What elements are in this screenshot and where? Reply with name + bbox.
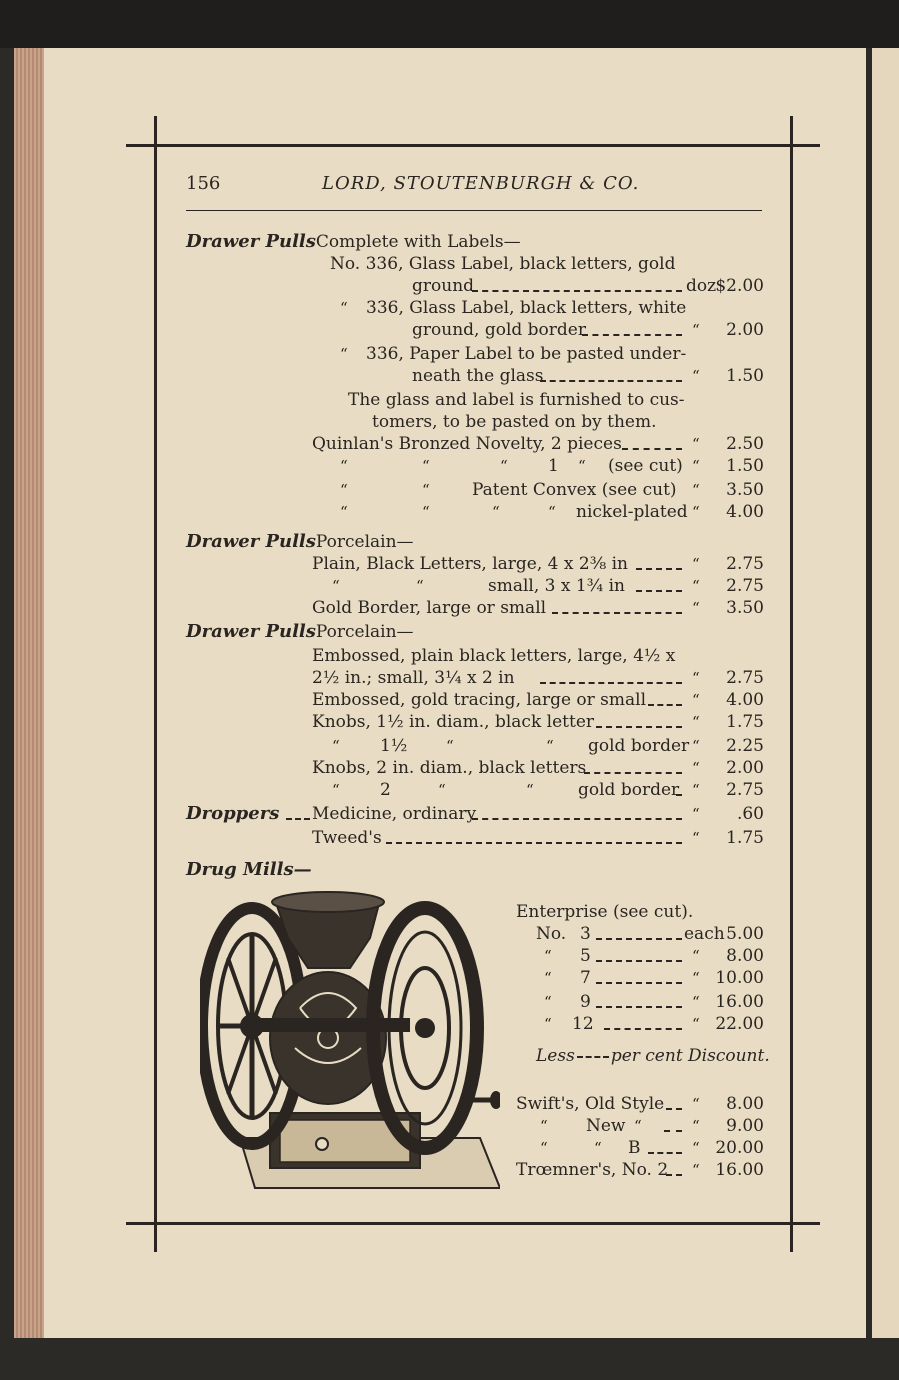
item-text: small, 3 x 1¾ in (488, 576, 625, 596)
price: 1.50 (726, 366, 764, 386)
price: .60 (736, 804, 764, 824)
leader-dots (622, 448, 682, 450)
item-text: 1 (548, 456, 559, 476)
ditto-mark: “ (692, 1117, 700, 1135)
leader-dots (666, 1108, 682, 1110)
enterprise-title: Enterprise (see cut). (516, 902, 694, 922)
item-text: Knobs, 1½ in. diam., black letter (312, 712, 595, 732)
hopper-body (260, 892, 410, 1104)
leader-dots (648, 704, 682, 706)
item-text: (see cut) (608, 456, 683, 476)
ditto-mark: “ (692, 1161, 700, 1179)
ditto-mark: “ (540, 1117, 548, 1135)
book-top-edge (0, 0, 899, 48)
unit-text: doz (686, 276, 717, 296)
ditto-mark: “ (548, 503, 556, 521)
ditto-mark: “ (422, 457, 430, 475)
price: 3.50 (726, 480, 764, 500)
row-number: 12 (572, 1014, 594, 1034)
ditto-mark: “ (526, 781, 534, 799)
item-text: 336, Glass Label, black letters, white (366, 298, 687, 318)
item-text: No. 336, Glass Label, black letters, gold (330, 254, 676, 274)
ditto-mark: “ (692, 969, 700, 987)
price: 2.75 (726, 668, 764, 688)
ditto-mark: “ (594, 1139, 602, 1157)
price: 4.00 (726, 502, 764, 522)
ditto-mark: “ (692, 321, 700, 339)
item-text: gold border (578, 780, 680, 800)
row-number: 9 (580, 992, 591, 1012)
ditto-mark: “ (692, 1095, 700, 1113)
ditto-mark: “ (340, 457, 348, 475)
ditto-mark: “ (692, 435, 700, 453)
item-text: New (586, 1116, 626, 1136)
ditto-mark: “ (544, 993, 552, 1011)
note-text: The glass and label is furnished to cus- (348, 390, 685, 410)
border-right (790, 116, 793, 1252)
leader-dots (582, 334, 682, 336)
price: 4.00 (726, 690, 764, 710)
price: 2.75 (726, 554, 764, 574)
leader-dots (604, 1028, 682, 1030)
ditto-mark: “ (332, 781, 340, 799)
ditto-mark: “ (544, 969, 552, 987)
price: 2.75 (726, 576, 764, 596)
price: 2.50 (726, 434, 764, 454)
ditto-mark: “ (692, 691, 700, 709)
row-number: 7 (580, 968, 591, 988)
ditto-mark: “ (416, 577, 424, 595)
price: 8.00 (726, 946, 764, 966)
leader-dots (596, 1006, 682, 1008)
ditto-mark: “ (422, 503, 430, 521)
ditto-mark: “ (438, 781, 446, 799)
price: 1.50 (726, 456, 764, 476)
next-page-strip (872, 48, 899, 1338)
ditto-mark: “ (692, 367, 700, 385)
price: 9.00 (726, 1116, 764, 1136)
price: 20.00 (715, 1138, 764, 1158)
price: 3.50 (726, 598, 764, 618)
ditto-mark: “ (500, 457, 508, 475)
item-text: Embossed, plain black letters, large, 4½ x (312, 646, 676, 666)
leader-dots (636, 590, 682, 592)
ditto-mark: “ (692, 1139, 700, 1157)
ditto-mark: “ (692, 457, 700, 475)
drug-mill-illustration (200, 888, 500, 1196)
price: 5.00 (726, 924, 764, 944)
row-number: 5 (580, 946, 591, 966)
item-text: nickel-plated (576, 502, 688, 522)
item-text: Knobs, 2 in. diam., black letters (312, 758, 587, 778)
item-text: Plain, Black Letters, large, 4 x 2⅜ in (312, 554, 628, 574)
item-text: B (628, 1138, 641, 1158)
ditto-mark: “ (692, 1015, 700, 1033)
ditto-mark: “ (578, 457, 586, 475)
price: 10.00 (715, 968, 764, 988)
price: 1.75 (726, 828, 764, 848)
border-top (126, 144, 820, 147)
ditto-mark: “ (634, 1117, 642, 1135)
ditto-mark: “ (340, 503, 348, 521)
price: 2.75 (726, 780, 764, 800)
ditto-mark: “ (692, 993, 700, 1011)
price: 8.00 (726, 1094, 764, 1114)
leader-dots (666, 1174, 682, 1176)
ditto-mark: “ (692, 713, 700, 731)
item-text: neath the glass (412, 366, 544, 386)
ditto-mark: “ (692, 503, 700, 521)
ditto-mark: “ (492, 503, 500, 521)
leader-dots (636, 568, 682, 570)
ditto-mark: “ (544, 1015, 552, 1033)
ditto-mark: “ (692, 577, 700, 595)
page-edges (14, 48, 44, 1338)
item-text: 1½ (380, 736, 408, 756)
item-text: Tweed's (312, 828, 382, 848)
item-text: Trœmner's, No. 2 (516, 1160, 669, 1180)
item-text: ground, gold border (412, 320, 586, 340)
item-text: 2 (380, 780, 391, 800)
ditto-mark: “ (692, 737, 700, 755)
price: $2.00 (715, 276, 764, 296)
ditto-mark: “ (340, 345, 348, 363)
item-text: Patent Convex (see cut) (472, 480, 677, 500)
leader-dots (386, 842, 682, 844)
item-text: Embossed, gold tracing, large or small (312, 690, 647, 710)
ditto-mark: “ (446, 737, 454, 755)
row-number: 3 (580, 924, 591, 944)
ditto-mark: “ (332, 737, 340, 755)
ditto-mark: “ (422, 481, 430, 499)
ditto-mark: “ (332, 577, 340, 595)
ditto-mark: “ (540, 1139, 548, 1157)
item-text: Medicine, ordinary (312, 804, 477, 824)
item-text: gold border (588, 736, 690, 756)
item-text: 2½ in.; small, 3¼ x 2 in (312, 668, 515, 688)
row-unit: each (684, 924, 725, 944)
price: 22.00 (715, 1014, 764, 1034)
leader-dots (540, 682, 682, 684)
leader-dots (596, 960, 682, 962)
item-text: Swift's, Old Style (516, 1094, 665, 1114)
item-text: Gold Border, large or small (312, 598, 547, 618)
section-heading: Drawer PullsComplete with Labels— (186, 231, 521, 252)
ditto-mark: “ (692, 805, 700, 823)
ditto-mark: “ (546, 737, 554, 755)
ditto-mark: “ (692, 669, 700, 687)
header-rule (186, 210, 762, 211)
section-heading: Drawer PullsPorcelain— (186, 621, 414, 642)
ditto-mark: “ (692, 481, 700, 499)
section-heading: Droppers (186, 803, 280, 824)
leader-dots (584, 772, 682, 774)
price: 16.00 (715, 1160, 764, 1180)
note-text: tomers, to be pasted on by them. (372, 412, 657, 432)
ditto-mark: “ (692, 829, 700, 847)
ditto-mark: “ (544, 947, 552, 965)
ditto-mark: “ (340, 299, 348, 317)
leader-dots (596, 726, 682, 728)
section-heading: Drawer PullsPorcelain— (186, 531, 414, 552)
section-heading: Drug Mills— (186, 859, 312, 880)
price: 2.00 (726, 758, 764, 778)
price: 2.00 (726, 320, 764, 340)
running-title: LORD, STOUTENBURGH & CO. (322, 173, 640, 194)
leader-dots (472, 290, 682, 292)
discount-note: Less per cent Discount. (536, 1046, 770, 1066)
item-text: 336, Paper Label to be pasted under- (366, 344, 687, 364)
leader-dots (664, 1130, 682, 1132)
ditto-mark: “ (692, 759, 700, 777)
leader-dots (286, 818, 310, 820)
price: 16.00 (715, 992, 764, 1012)
ditto-mark: “ (692, 555, 700, 573)
leader-dots (596, 982, 682, 984)
price: 2.25 (726, 736, 764, 756)
border-bottom (126, 1222, 820, 1225)
ditto-mark: “ (692, 599, 700, 617)
leader-dots (540, 380, 682, 382)
leader-dots (596, 938, 682, 940)
leader-dots (552, 612, 682, 614)
leader-dots (676, 794, 682, 796)
item-text: Quinlan's Bronzed Novelty, 2 pieces (312, 434, 622, 454)
row-label: No. (536, 924, 567, 944)
item-text: ground (412, 276, 475, 296)
border-left (154, 116, 157, 1252)
ditto-mark: “ (692, 947, 700, 965)
price: 1.75 (726, 712, 764, 732)
leader-dots (472, 818, 682, 820)
page-number: 156 (186, 173, 221, 194)
ditto-mark: “ (692, 781, 700, 799)
leader-dots (648, 1152, 682, 1154)
ditto-mark: “ (340, 481, 348, 499)
